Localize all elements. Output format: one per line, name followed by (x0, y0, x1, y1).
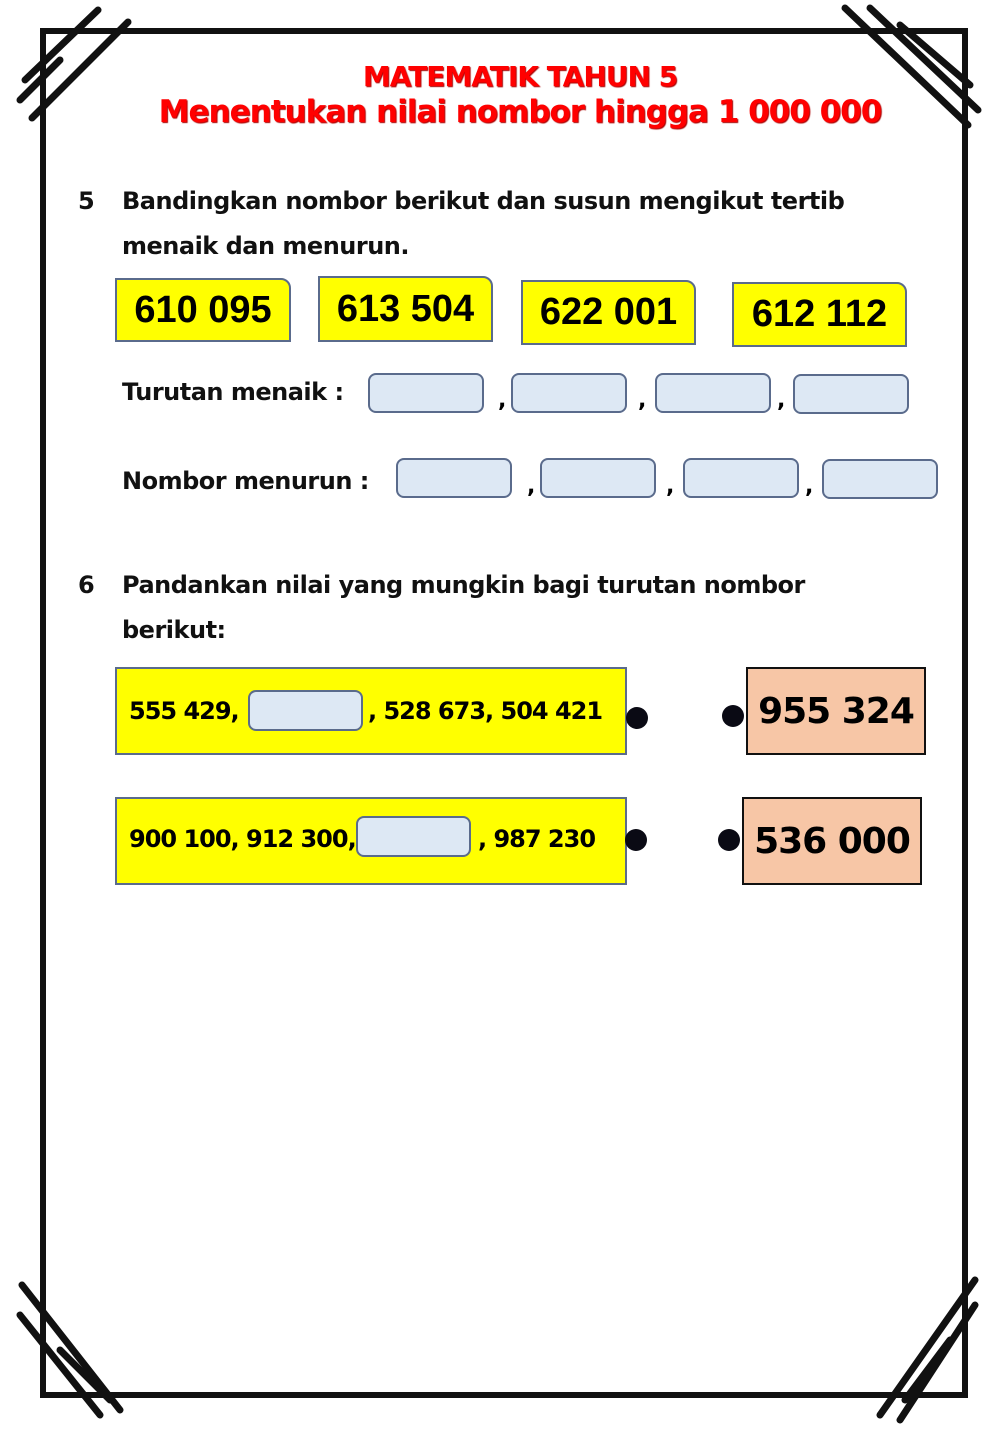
sequence-1-after: , 528 673, 504 421 (368, 697, 603, 725)
comma: , (805, 474, 814, 499)
sequence-1-connector-dot[interactable] (626, 707, 648, 729)
ascending-slot-3[interactable] (655, 373, 771, 413)
comma: , (638, 388, 647, 413)
sequence-2-blank[interactable] (356, 816, 471, 857)
q6-instruction-line1: Pandankan nilai yang mungkin bagi turutan nombor (122, 571, 805, 599)
descending-slot-2[interactable] (540, 458, 656, 498)
worksheet-title: MATEMATIK TAHUN 5 (362, 60, 678, 93)
sequence-2-after: , 987 230 (478, 825, 596, 853)
descending-slot-3[interactable] (683, 458, 799, 498)
option-1-connector-dot[interactable] (722, 705, 744, 727)
option-card-2[interactable]: 536 000 (742, 797, 922, 885)
sequence-2-before: 900 100, 912 300, (129, 825, 356, 853)
descending-slot-1[interactable] (396, 458, 512, 498)
number-card[interactable]: 613 504 (318, 276, 493, 342)
ascending-label: Turutan menaik : (122, 378, 344, 406)
question-number-5: 5 (78, 187, 95, 215)
ascending-slot-1[interactable] (368, 373, 484, 413)
comma: , (498, 388, 507, 413)
descending-slot-4[interactable] (822, 459, 938, 499)
comma: , (666, 474, 675, 499)
descending-label: Nombor menurun : (122, 467, 369, 495)
sequence-1-blank[interactable] (248, 690, 363, 731)
q5-instruction-line1: Bandingkan nombor berikut dan susun mengikut tertib (122, 187, 845, 215)
q5-instruction-line2: menaik dan menurun. (122, 232, 410, 260)
ascending-slot-4[interactable] (793, 374, 909, 414)
number-card[interactable]: 610 095 (115, 278, 291, 342)
worksheet-subtitle: Menentukan nilai nombor hingga 1 000 000 (158, 94, 882, 130)
sequence-1-before: 555 429, (129, 697, 239, 725)
q6-instruction-line2: berikut: (122, 616, 226, 644)
number-card[interactable]: 612 112 (732, 282, 907, 347)
sequence-2-connector-dot[interactable] (625, 829, 647, 851)
option-card-1[interactable]: 955 324 (746, 667, 926, 755)
comma: , (527, 474, 536, 499)
ascending-slot-2[interactable] (511, 373, 627, 413)
number-card[interactable]: 622 001 (521, 280, 696, 345)
option-2-connector-dot[interactable] (718, 829, 740, 851)
comma: , (777, 388, 786, 413)
question-number-6: 6 (78, 571, 95, 599)
